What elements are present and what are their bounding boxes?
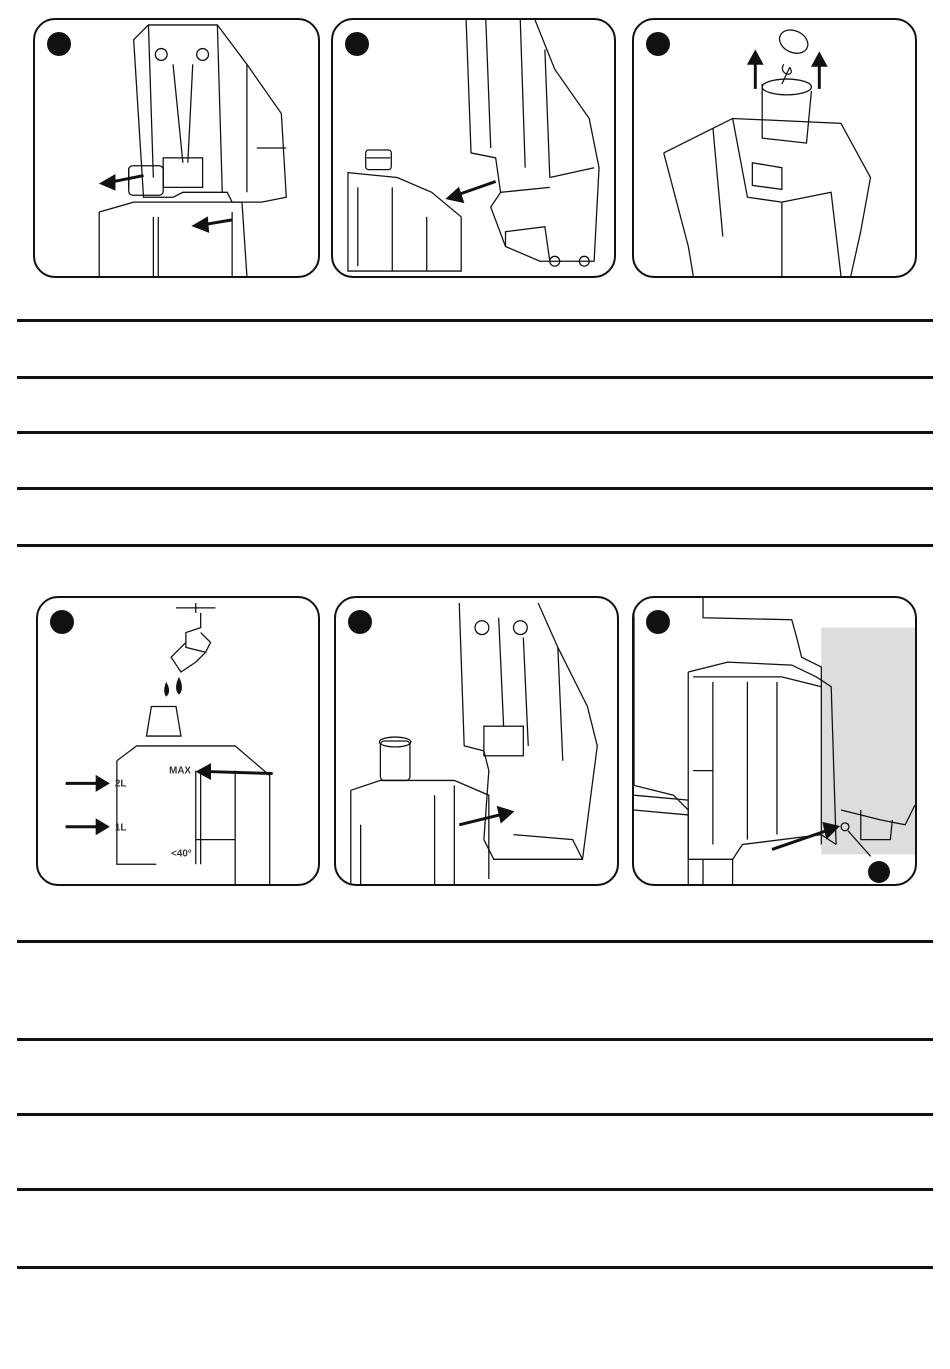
step-panel-2 bbox=[331, 18, 616, 278]
step-badge-icon bbox=[646, 32, 670, 56]
insert-tank-illustration bbox=[336, 598, 617, 884]
step-panel-1 bbox=[33, 18, 320, 278]
callout-badge-icon bbox=[868, 861, 890, 883]
remove-tank-illustration bbox=[35, 20, 318, 276]
step-panel-6 bbox=[632, 596, 917, 886]
writing-line bbox=[17, 1038, 933, 1041]
fill-tank-illustration bbox=[38, 598, 318, 884]
tank-level-2l-label: 2L bbox=[114, 778, 127, 790]
writing-line bbox=[17, 1188, 933, 1191]
step-panel-3 bbox=[632, 18, 917, 278]
tank-level-1l-label: 1L bbox=[114, 822, 127, 834]
step-panel-5 bbox=[334, 596, 619, 886]
tank-seated-illustration bbox=[634, 598, 915, 884]
writing-line bbox=[17, 376, 933, 379]
step-badge-icon bbox=[47, 32, 71, 56]
step-badge-icon bbox=[50, 610, 74, 634]
remove-cap-illustration bbox=[634, 20, 915, 276]
tank-temp-label: <40° bbox=[171, 848, 192, 860]
writing-line bbox=[17, 1113, 933, 1116]
writing-line bbox=[17, 431, 933, 434]
tank-max-label: MAX bbox=[169, 765, 192, 777]
writing-line bbox=[17, 544, 933, 547]
writing-line bbox=[17, 1266, 933, 1269]
writing-line bbox=[17, 487, 933, 490]
writing-line bbox=[17, 319, 933, 322]
step-badge-icon bbox=[345, 32, 369, 56]
step-badge-icon bbox=[348, 610, 372, 634]
writing-line bbox=[17, 940, 933, 943]
step-badge-icon bbox=[646, 610, 670, 634]
step-panel-4 bbox=[36, 596, 320, 886]
slide-tank-illustration bbox=[333, 20, 614, 276]
